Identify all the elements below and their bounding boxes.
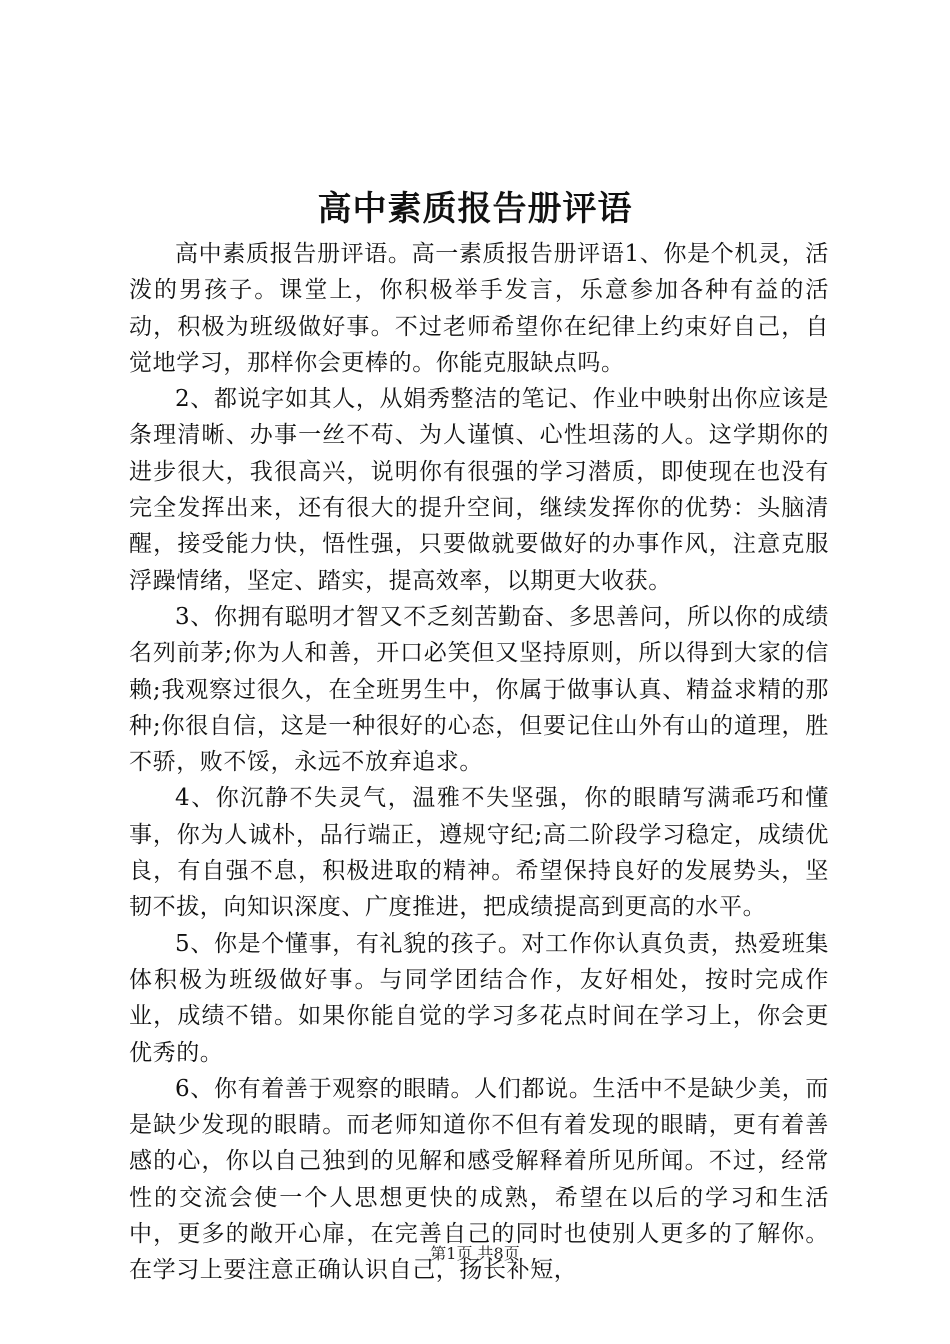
paragraph-6: 6、你有着善于观察的眼睛。人们都说。生活中不是缺少美，而是缺少发现的眼睛。而老师知道你不但有着发现的眼睛，更有着善感的心，你以自己独到的见解和感受解释着所见所闻。不过，经常性的交流会使一个人思想更快的成熟，希望在以后的学习和生活中，更多的敞开心扉，在完善自己的同时也使别人更多的了解你。在学习上要注意正确认识自己，扬长补短， [129, 1075, 829, 1284]
paragraph-5: 5、你是个懂事，有礼貌的孩子。对工作你认真负责，热爱班集体积极为班级做好事。与同学团结合作，友好相处，按时完成作业，成绩不错。如果你能自觉的学习多花点时间在学习上，你会更优秀的。 [129, 930, 829, 1066]
document-title: 高中素质报告册评语 [317, 189, 633, 229]
paragraph-4: 4、你沉静不失灵气，温雅不失坚强，你的眼睛写满乖巧和懂事，你为人诚朴，品行端正，遵规守纪;高二阶段学习稳定，成绩优良，有自强不息，积极进取的精神。希望保持良好的发展势头，坚韧不拔，向知识深度、广度推进，把成绩提高到更高的水平。 [129, 785, 829, 921]
document-body [129, 236, 829, 1289]
page-number-footer: 第1页 共8页 [430, 1244, 520, 1263]
paragraph-1: 高中素质报告册评语。高一素质报告册评语1、你是个机灵，活泼的男孩子。课堂上，你积极举手发言，乐意参加各种有益的活动，积极为班级做好事。不过老师希望你在纪律上约束好自己，自觉地学习，那样你会更棒的。你能克服缺点吗。 [129, 241, 829, 376]
paragraph-3: 3、你拥有聪明才智又不乏刻苦勤奋、多思善问，所以你的成绩名列前茅;你为人和善，开口必笑但又坚持原则，所以得到大家的信赖;我观察过很久，在全班男生中，你属于做事认真、精益求精的那种;你很自信，这是一种很好的心态，但要记住山外有山的道理，胜不骄，败不馁，永远不放弃追求。 [129, 603, 829, 776]
paragraph-2: 2、都说字如其人，从娟秀整洁的笔记、作业中映射出你应该是条理清晰、办事一丝不苟、为人谨慎、心性坦荡的人。这学期你的进步很大，我很高兴，说明你有很强的学习潜质，即使现在也没有完全发挥出来，还有很大的提升空间，继续发挥你的优势：头脑清醒，接受能力快，悟性强，只要做就要做好的办事作风，注意克服浮躁情绪，坚定、踏实，提高效率，以期更大收获。 [129, 386, 829, 594]
